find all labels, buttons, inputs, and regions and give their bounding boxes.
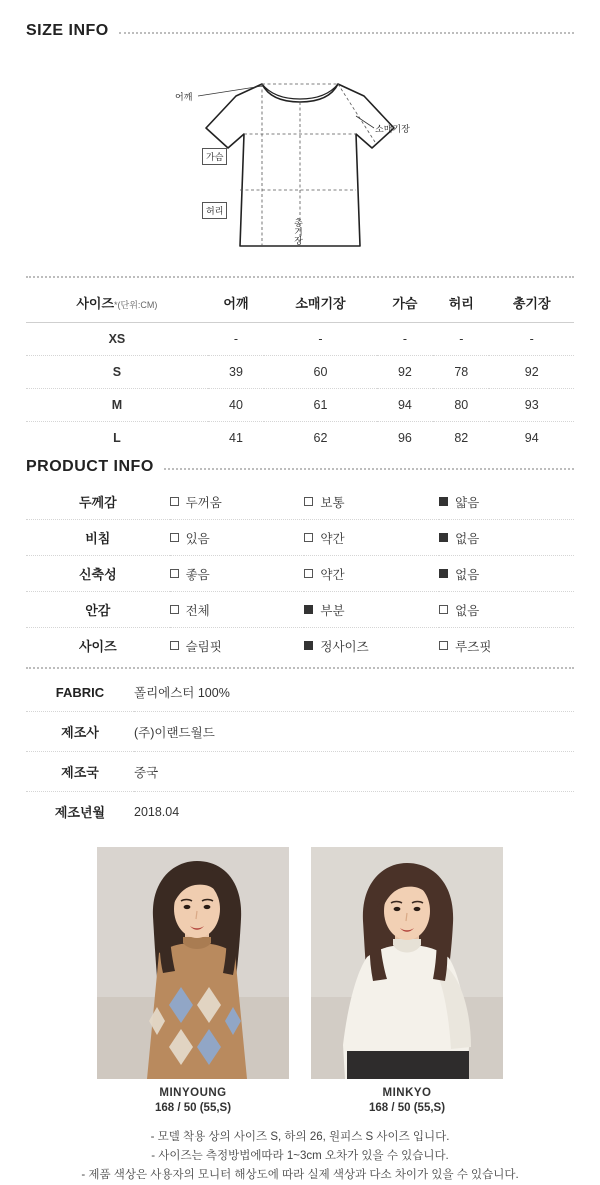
option-cell [439,628,574,664]
option-label: 슬림핏 [185,639,222,654]
product-info-title: PRODUCT INFO [26,458,154,475]
option-cell [304,520,439,556]
checkbox-icon[interactable] [439,605,448,614]
option-cell [170,628,305,664]
size-info-heading [26,0,574,40]
fabric-info-table [26,673,574,831]
option-cell [439,520,574,556]
checkbox-icon[interactable] [170,641,179,650]
size-table [26,284,574,454]
size-table-unit-note: *(단위:CM) [114,300,158,310]
notes-block [26,1128,574,1185]
model-photo-minyoung [97,847,289,1079]
cell-chest: 94 [397,398,412,412]
size-table-header-row [26,284,574,323]
checkbox-icon[interactable] [304,497,313,506]
model-photo-minkyo [311,847,503,1079]
row-label: 신축성 [78,567,117,582]
heading-divider [119,32,574,34]
option-label: 정사이즈 [320,639,369,654]
cell-size: S [112,365,122,379]
option-cell [304,592,439,628]
product-info-heading [26,454,574,476]
option-label: 없음 [455,603,480,618]
checkbox-icon[interactable] [439,497,448,506]
table-row [26,712,574,752]
cell-sleeve: 62 [313,431,328,445]
model-list [26,847,574,1114]
table-row [26,628,574,664]
checkbox-icon[interactable] [170,497,179,506]
diagram-label-shoulder: 어깨 [175,92,193,102]
checkbox-icon[interactable] [170,569,179,578]
garment-diagram [26,40,574,272]
table-row [26,520,574,556]
diagram-label-sleeve: 소매기장 [375,124,410,134]
cell-waist: - [459,332,464,346]
option-label: 있음 [185,531,210,546]
note-line: - 모델 착용 상의 사이즈 S, 하의 26, 원피스 S 사이즈 입니다. [150,1131,450,1143]
cell-waist: 78 [454,365,469,379]
product-info-table [26,484,574,663]
option-label: 약간 [320,531,345,546]
garment-diagram-svg [170,50,430,270]
option-cell [439,556,574,592]
table-row [26,356,574,389]
cell-total: 94 [524,431,539,445]
size-table-header-sleeve: 소매기장 [264,284,377,323]
row-label: 두께감 [78,495,117,510]
list-item [311,847,503,1114]
row-label: 사이즈 [78,639,117,654]
fabric-value: 2018.04 [134,804,180,819]
option-label: 약간 [320,567,345,582]
fabric-top-divider [26,667,574,669]
cell-size: XS [108,332,126,346]
model-size: 168 / 50 (55,S) [368,1102,446,1114]
cell-chest: - [402,332,408,346]
checkbox-icon[interactable] [439,641,448,650]
diagram-label-chest: 가슴 [202,148,227,165]
size-info-title: SIZE INFO [26,22,109,39]
size-table-header-chest: 가슴 [377,284,433,323]
cell-shoulder: 41 [229,431,243,445]
option-label: 없음 [455,567,480,582]
table-row [26,484,574,520]
option-label: 전체 [185,603,210,618]
note-line: - 제품 색상은 사용자의 모니터 해상도에 따라 실제 색상과 다소 차이가 있을 수 있습니다. [81,1168,519,1181]
table-row [26,752,574,792]
table-row [26,556,574,592]
checkbox-icon[interactable] [304,605,313,614]
cell-waist: 80 [454,398,469,412]
option-label: 얇음 [455,495,480,510]
option-cell [170,484,305,520]
cell-shoulder: - [233,332,239,346]
option-label: 루즈핏 [455,639,492,654]
fabric-key: 제조사 [61,725,99,740]
option-label: 보통 [320,495,345,510]
model-name: MINKYO [382,1087,432,1099]
list-item [97,847,289,1114]
cell-shoulder: 40 [229,398,243,412]
cell-waist: 82 [454,431,469,445]
size-table-header-total: 총기장 [489,284,574,323]
table-row [26,673,574,712]
cell-total: - [529,332,534,346]
cell-size: L [113,431,121,445]
row-label: 비침 [85,531,111,546]
fabric-value: 중국 [134,765,159,780]
table-row [26,592,574,628]
fabric-value: (주)이랜드월드 [134,725,215,740]
diagram-label-total-length: 총기장 [293,218,303,245]
option-label: 부분 [320,603,345,618]
checkbox-icon[interactable] [304,533,313,542]
checkbox-icon[interactable] [170,605,179,614]
size-table-top-divider [26,276,574,278]
size-table-header-size [26,284,208,323]
option-label: 좋음 [185,567,210,582]
fabric-key: FABRIC [55,684,105,700]
cell-total: 93 [524,398,539,412]
cell-chest: 96 [397,431,412,445]
option-cell [170,592,305,628]
option-cell [304,484,439,520]
fabric-key: 제조년월 [54,805,106,820]
cell-sleeve: - [318,332,323,346]
table-row [26,323,574,356]
option-cell [304,628,439,664]
header-text: 사이즈 [76,296,115,311]
checkbox-icon[interactable] [439,569,448,578]
model-size: 168 / 50 (55,S) [154,1102,232,1114]
option-cell [304,556,439,592]
fabric-value: 폴리에스터 100% [134,686,230,700]
cell-total: 92 [524,365,539,379]
option-cell [439,484,574,520]
cell-size: M [111,398,123,412]
checkbox-icon[interactable] [304,641,313,650]
size-table-header-shoulder: 어깨 [208,284,264,323]
checkbox-icon[interactable] [439,533,448,542]
checkbox-icon[interactable] [304,569,313,578]
cell-sleeve: 61 [313,398,328,412]
option-label: 두꺼움 [185,495,222,510]
option-cell [170,520,305,556]
cell-chest: 92 [397,365,412,379]
table-row [26,389,574,422]
model-name: MINYOUNG [159,1087,227,1099]
table-row [26,792,574,832]
note-line: - 사이즈는 측정방법에따라 1~3cm 오차가 있을 수 있습니다. [151,1149,449,1162]
option-cell [439,592,574,628]
cell-sleeve: 60 [313,365,328,379]
diagram-label-waist: 허리 [202,202,227,219]
fabric-key: 제조국 [61,765,99,780]
cell-shoulder: 39 [229,365,243,379]
heading-divider [164,468,574,470]
option-cell [170,556,305,592]
table-row [26,422,574,455]
row-label: 안감 [85,603,111,618]
size-table-header-waist: 허리 [433,284,489,323]
option-label: 없음 [455,531,480,546]
checkbox-icon[interactable] [170,533,179,542]
